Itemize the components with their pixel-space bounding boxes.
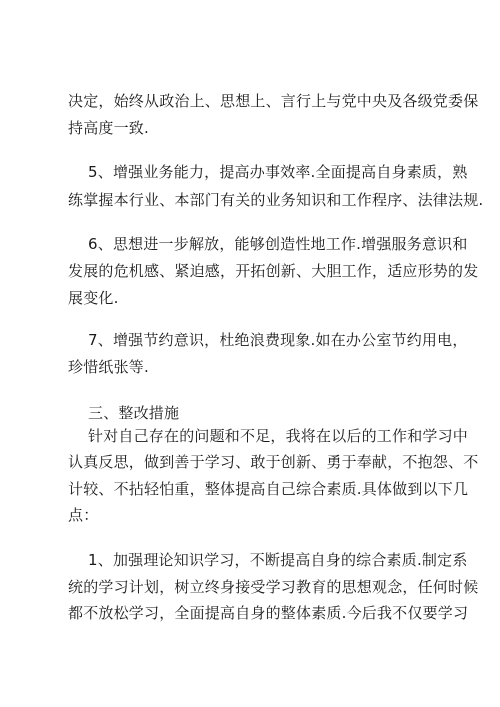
paragraph-2-line-2: 练掌握本行业、本部门有关的业务知识和工作程序、法律法规. [68, 191, 484, 209]
paragraph-4-line-1: 7、增强节约意识，杜绝浪费现象.如在办公室节约用电， [88, 331, 468, 349]
paragraph-1-line-2: 持高度一致. [68, 119, 149, 137]
paragraph-6-line-1: 1、加强理论知识学习，不断提高自身的综合素质.制定系 [88, 551, 468, 569]
paragraph-5-line-1: 针对自己存在的问题和不足，我将在以后的工作和学习中 [88, 427, 469, 445]
paragraph-3-line-3: 展变化. [68, 289, 119, 307]
paragraph-5-line-4: 点： [68, 506, 99, 524]
paragraph-5-line-3: 计较、不拈轻怕重，整体提高自己综合素质.具体做到以下几 [68, 480, 469, 498]
paragraph-5-line-2: 认真反思，做到善于学习、敢于创新、勇于奉献，不抱怨、不 [68, 453, 479, 471]
paragraph-6-line-3: 都不放松学习，全面提高自身的整体素质.今后我不仅要学习 [68, 604, 469, 622]
paragraph-3-line-1: 6、思想进一步解放，能够创造性地工作.增强服务意识和 [88, 235, 468, 253]
section-heading-rectification: 三、整改措施 [88, 404, 180, 422]
paragraph-6-line-2: 统的学习计划，树立终身接受学习教育的思想观念，任何时候 [68, 578, 479, 596]
paragraph-1-line-1: 决定，始终从政治上、思想上、言行上与党中央及各级党委保 [68, 92, 479, 110]
paragraph-4-line-2: 珍惜纸张等. [68, 358, 149, 376]
paragraph-3-line-2: 发展的危机感、紧迫感，开拓创新、大胆工作，适应形势的发 [68, 262, 479, 280]
paragraph-2-line-1: 5、增强业务能力，提高办事效率.全面提高自身素质，熟 [88, 163, 468, 181]
